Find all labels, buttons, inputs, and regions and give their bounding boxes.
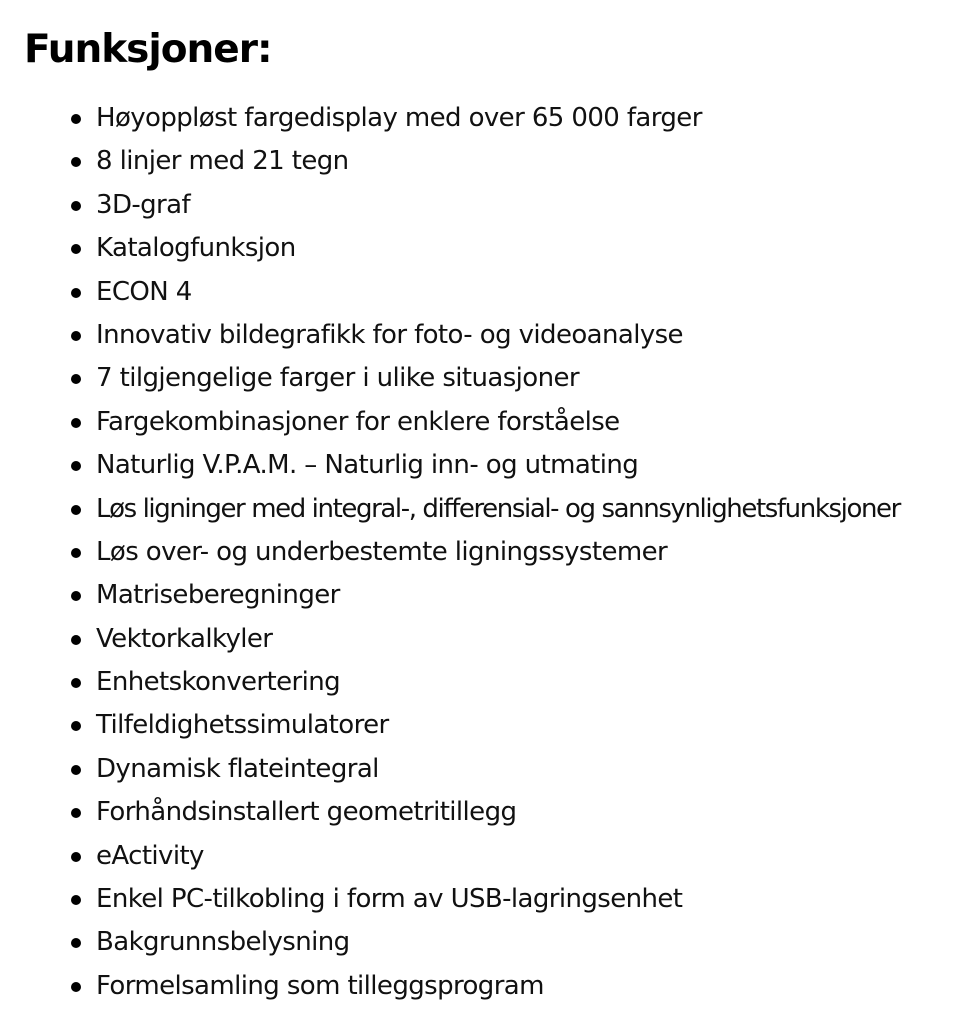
bullet-icon [71, 418, 81, 428]
feature-text: Naturlig V.P.A.M. – Naturlig inn- og utmating [96, 450, 639, 481]
feature-list-item [0, 488, 960, 531]
bullet-icon [71, 505, 81, 515]
feature-text: Forhåndsinstallert geometritillegg [96, 797, 517, 828]
feature-text: Enkel PC-tilkobling i form av USB-lagringsenhet [96, 884, 683, 915]
feature-text: Katalogfunksjon [96, 233, 296, 264]
bullet-icon [71, 852, 81, 862]
bullet-icon [71, 157, 81, 167]
feature-list-item [0, 401, 960, 444]
feature-list-item [0, 314, 960, 357]
feature-text: 8 linjer med 21 tegn [96, 146, 349, 177]
feature-list-item [0, 184, 960, 227]
bullet-icon [71, 982, 81, 992]
feature-list-item [0, 878, 960, 921]
feature-list-item [0, 704, 960, 747]
feature-text: Matriseberegninger [96, 580, 340, 611]
feature-text: Fargekombinasjoner for enklere forståelse [96, 406, 620, 437]
bullet-icon [71, 461, 81, 471]
feature-text: Høyoppløst fargedisplay med over 65 000 farger [96, 103, 702, 133]
bullet-icon [71, 114, 81, 124]
bullet-icon [71, 895, 81, 905]
feature-list-item [0, 227, 960, 270]
feature-list-item [0, 444, 960, 487]
bullet-icon [71, 938, 81, 948]
feature-text: eActivity [96, 840, 204, 871]
feature-text: 3D-graf [96, 189, 191, 220]
feature-list-item [0, 271, 960, 314]
feature-text: Løs ligninger med integral-, differensial- og sannsynlighetsfunksjoner [96, 493, 900, 524]
bullet-icon [71, 678, 81, 688]
bullet-icon [71, 244, 81, 254]
feature-list-item [0, 574, 960, 617]
feature-text: Løs over- og underbestemte ligningssystemer [96, 536, 668, 567]
feature-list-item [0, 661, 960, 704]
feature-list-item [0, 97, 960, 140]
feature-text: Innovativ bildegrafikk for foto- og videoanalyse [96, 319, 683, 350]
bullet-icon [71, 721, 81, 731]
feature-list-item [0, 357, 960, 400]
feature-text: Enhetskonvertering [96, 667, 340, 698]
feature-list-item [0, 140, 960, 183]
bullet-icon [71, 331, 81, 341]
feature-text: 7 tilgjengelige farger i ulike situasjoner [96, 363, 579, 394]
feature-list-item [0, 835, 960, 878]
feature-text: Bakgrunnsbelysning [96, 927, 350, 958]
page-heading: Funksjoner: [24, 27, 272, 72]
feature-text: Tilfeldighetssimulatorer [96, 710, 389, 741]
bullet-icon [71, 548, 81, 558]
feature-text: Formelsamling som tilleggsprogram [96, 970, 544, 1001]
feature-list-item [0, 921, 960, 964]
feature-text: ECON 4 [96, 276, 192, 307]
bullet-icon [71, 374, 81, 384]
feature-list-item [0, 618, 960, 661]
feature-list [0, 97, 960, 1008]
bullet-icon [71, 765, 81, 775]
feature-text: Dynamisk flateintegral [96, 753, 379, 784]
bullet-icon [71, 808, 81, 818]
bullet-icon [71, 591, 81, 601]
feature-list-item [0, 791, 960, 834]
bullet-icon [71, 201, 81, 211]
feature-list-item [0, 965, 960, 1008]
bullet-icon [71, 288, 81, 298]
feature-text: Vektorkalkyler [96, 623, 273, 654]
bullet-icon [71, 635, 81, 645]
feature-list-item [0, 531, 960, 574]
feature-list-item [0, 748, 960, 791]
